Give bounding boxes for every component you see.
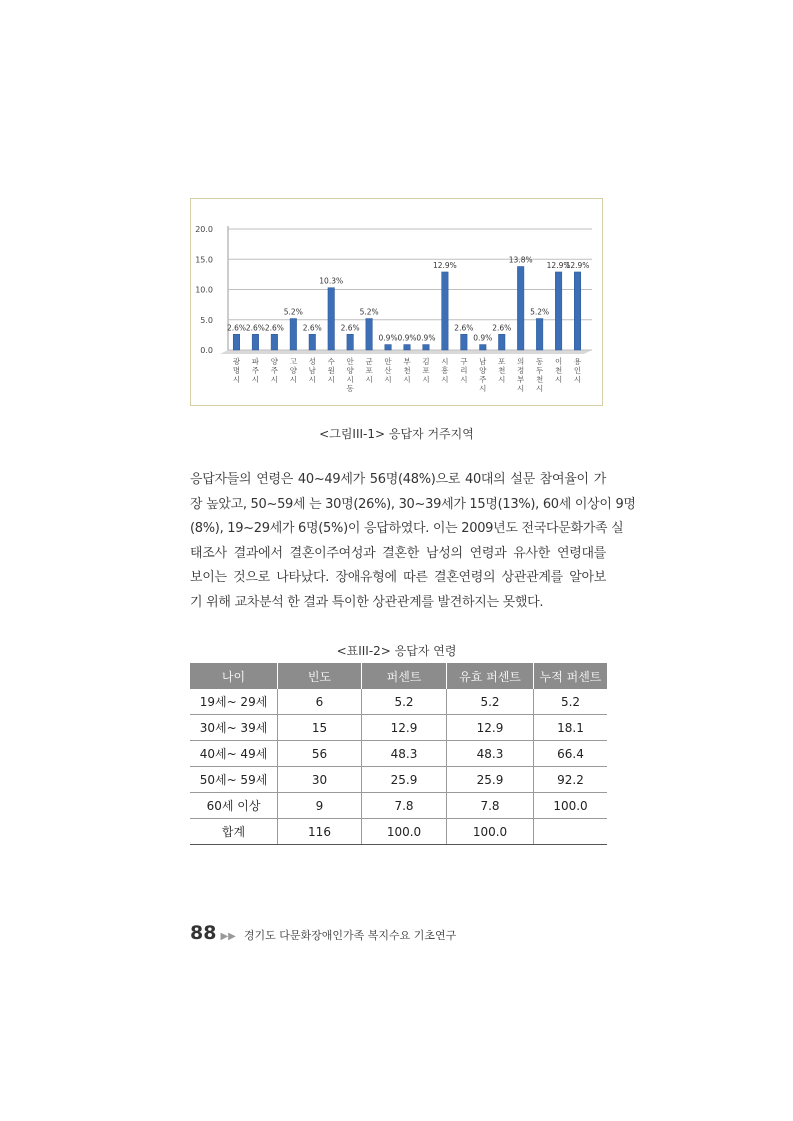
cell: 66.4 bbox=[534, 741, 608, 767]
data-label: 5.2% bbox=[359, 307, 379, 317]
age-table bbox=[190, 663, 607, 845]
data-label: 2.6% bbox=[264, 323, 284, 333]
header-valid-percent: 유효 퍼센트 bbox=[447, 663, 534, 689]
bar bbox=[423, 345, 430, 350]
cell: 56 bbox=[278, 741, 362, 767]
data-label: 12.9% bbox=[432, 260, 457, 270]
bar bbox=[347, 334, 354, 350]
paragraph-line: (8%), 19~29세가 6명(5%)이 응답하였다. 이는 2009년도 전국다문화가족 실 bbox=[190, 521, 624, 536]
data-label: 2.6% bbox=[245, 323, 265, 333]
cell: 5.2 bbox=[447, 689, 534, 715]
data-label: 5.2% bbox=[530, 307, 550, 317]
x-tick-label: 파 주 시 bbox=[251, 357, 260, 384]
cell: 5.2 bbox=[362, 689, 447, 715]
data-label: 2.6% bbox=[492, 323, 512, 333]
table-row bbox=[190, 793, 607, 819]
data-label: 12.9% bbox=[546, 260, 571, 270]
data-label: 12.9% bbox=[565, 260, 590, 270]
cell: 100.0 bbox=[534, 793, 608, 819]
y-tick-label: 0.0 bbox=[200, 346, 213, 355]
chart-floor bbox=[220, 350, 592, 354]
cell: 100.0 bbox=[362, 819, 447, 845]
bar bbox=[385, 345, 392, 350]
cell: 6 bbox=[278, 689, 362, 715]
table-row bbox=[190, 767, 607, 793]
data-label: 0.9% bbox=[473, 333, 493, 343]
data-label: 10.3% bbox=[319, 276, 344, 286]
bar bbox=[498, 334, 505, 350]
cell: 25.9 bbox=[362, 767, 447, 793]
x-tick-label: 성 남 시 bbox=[308, 357, 316, 384]
cell bbox=[534, 819, 608, 845]
y-tick-label: 10.0 bbox=[195, 285, 213, 295]
x-tick-label: 군 포 시 bbox=[365, 357, 373, 384]
cell: 30세~ 39세 bbox=[190, 715, 278, 741]
data-label: 2.6% bbox=[302, 323, 322, 333]
table-total-row bbox=[190, 819, 607, 845]
body-paragraph bbox=[190, 468, 636, 615]
bar bbox=[574, 272, 581, 350]
y-tick-label: 20.0 bbox=[195, 225, 213, 234]
cell: 9 bbox=[278, 793, 362, 819]
bar bbox=[252, 334, 259, 350]
cell: 48.3 bbox=[447, 741, 534, 767]
x-tick-label: 구 리 시 bbox=[460, 357, 468, 384]
cell: 5.2 bbox=[534, 689, 608, 715]
cell: 합계 bbox=[190, 819, 278, 845]
x-tick-label: 안 산 시 bbox=[384, 357, 392, 384]
table-row bbox=[190, 741, 607, 767]
cell: 12.9 bbox=[447, 715, 534, 741]
cell: 48.3 bbox=[362, 741, 447, 767]
x-tick-label: 부 천 시 bbox=[403, 357, 411, 384]
x-tick-label: 양 주 시 bbox=[270, 357, 278, 384]
paragraph-line: 응답자들의 연령은 40~49세가 56명(48%)으로 40대의 설문 참여율이 가 bbox=[190, 472, 606, 487]
cell: 12.9 bbox=[362, 715, 447, 741]
table-row bbox=[190, 689, 607, 715]
cell: 60세 이상 bbox=[190, 793, 278, 819]
header-cumulative-percent: 누적 퍼센트 bbox=[534, 663, 608, 689]
bar bbox=[366, 319, 373, 350]
paragraph-line: 기 위해 교차분석 한 결과 특이한 상관관계를 발견하지는 못했다. bbox=[190, 594, 544, 610]
data-label: 0.9% bbox=[397, 333, 417, 343]
data-label: 0.9% bbox=[378, 333, 398, 343]
figure-caption: <그림III-1> 응답자 거주지역 bbox=[319, 427, 474, 441]
data-label: 5.2% bbox=[283, 307, 303, 317]
data-label: 0.9% bbox=[416, 333, 436, 343]
x-tick-label: 안 양 시 동 bbox=[346, 357, 354, 393]
bar bbox=[461, 334, 468, 350]
bar bbox=[442, 272, 449, 350]
bar bbox=[555, 272, 562, 350]
x-tick-label: 동 두 천 시 bbox=[536, 357, 544, 393]
x-tick-label: 용 인 시 bbox=[573, 357, 582, 384]
cell: 100.0 bbox=[447, 819, 534, 845]
cell: 116 bbox=[278, 819, 362, 845]
data-label: 2.6% bbox=[340, 323, 360, 333]
chart-canvas bbox=[191, 199, 602, 405]
bar bbox=[290, 319, 297, 350]
header-age: 나이 bbox=[190, 663, 278, 689]
bar bbox=[517, 267, 524, 350]
bar bbox=[536, 319, 543, 350]
cell: 50세~ 59세 bbox=[190, 767, 278, 793]
x-tick-label: 남 양 주 시 bbox=[479, 357, 487, 393]
cell: 92.2 bbox=[534, 767, 608, 793]
table-caption: <표III-2> 응답자 연령 bbox=[336, 644, 457, 658]
data-label: 2.6% bbox=[454, 323, 474, 333]
cell: 19세~ 29세 bbox=[190, 689, 278, 715]
bar bbox=[233, 334, 240, 350]
x-tick-label: 김 포 시 bbox=[422, 357, 430, 384]
header-percent: 퍼센트 bbox=[362, 663, 447, 689]
page-footer bbox=[190, 922, 456, 944]
paragraph-line: 태조사 결과에서 결혼이주여성과 결혼한 남성의 연령과 유사한 연령대를 bbox=[190, 545, 606, 561]
table-header-row bbox=[190, 663, 607, 689]
bar bbox=[309, 334, 316, 350]
y-tick-label: 5.0 bbox=[200, 315, 213, 325]
x-tick-label: 고 양 시 bbox=[289, 357, 297, 384]
paragraph-line: 장 높았고, 50~59세 는 30명(26%), 30~39세가 15명(13%), 60세 이상이 9명 bbox=[190, 496, 636, 512]
arrow-icon: ▶▶ bbox=[220, 931, 236, 942]
cell: 18.1 bbox=[534, 715, 608, 741]
bar bbox=[404, 345, 411, 350]
x-tick-label: 수 원 시 bbox=[327, 357, 335, 384]
cell: 15 bbox=[278, 715, 362, 741]
y-tick-label: 15.0 bbox=[195, 255, 213, 265]
x-tick-label: 이 천 시 bbox=[554, 357, 563, 384]
bar bbox=[480, 345, 487, 350]
cell: 25.9 bbox=[447, 767, 534, 793]
residence-bar-chart bbox=[190, 198, 603, 406]
x-tick-label: 포 천 시 bbox=[498, 357, 506, 384]
bar bbox=[271, 334, 278, 350]
cell: 40세~ 49세 bbox=[190, 741, 278, 767]
header-frequency: 빈도 bbox=[278, 663, 362, 689]
cell: 30 bbox=[278, 767, 362, 793]
book-title: 경기도 다문화장애인가족 복지수요 기초연구 bbox=[243, 929, 457, 942]
x-tick-label: 시 흥 시 bbox=[441, 357, 449, 384]
paragraph-line: 보이는 것으로 나타났다. 장애유형에 따른 결혼연령의 상관관계를 알아보 bbox=[190, 570, 606, 585]
table-row bbox=[190, 715, 607, 741]
bar bbox=[328, 288, 335, 350]
page-number: 88 bbox=[190, 922, 217, 944]
data-label: 2.6% bbox=[226, 323, 247, 333]
x-tick-label: 광 명 시 bbox=[232, 357, 241, 384]
data-label: 13.8% bbox=[508, 255, 533, 265]
cell: 7.8 bbox=[447, 793, 534, 819]
x-tick-label: 의 정 부 시 bbox=[517, 357, 525, 393]
cell: 7.8 bbox=[362, 793, 447, 819]
